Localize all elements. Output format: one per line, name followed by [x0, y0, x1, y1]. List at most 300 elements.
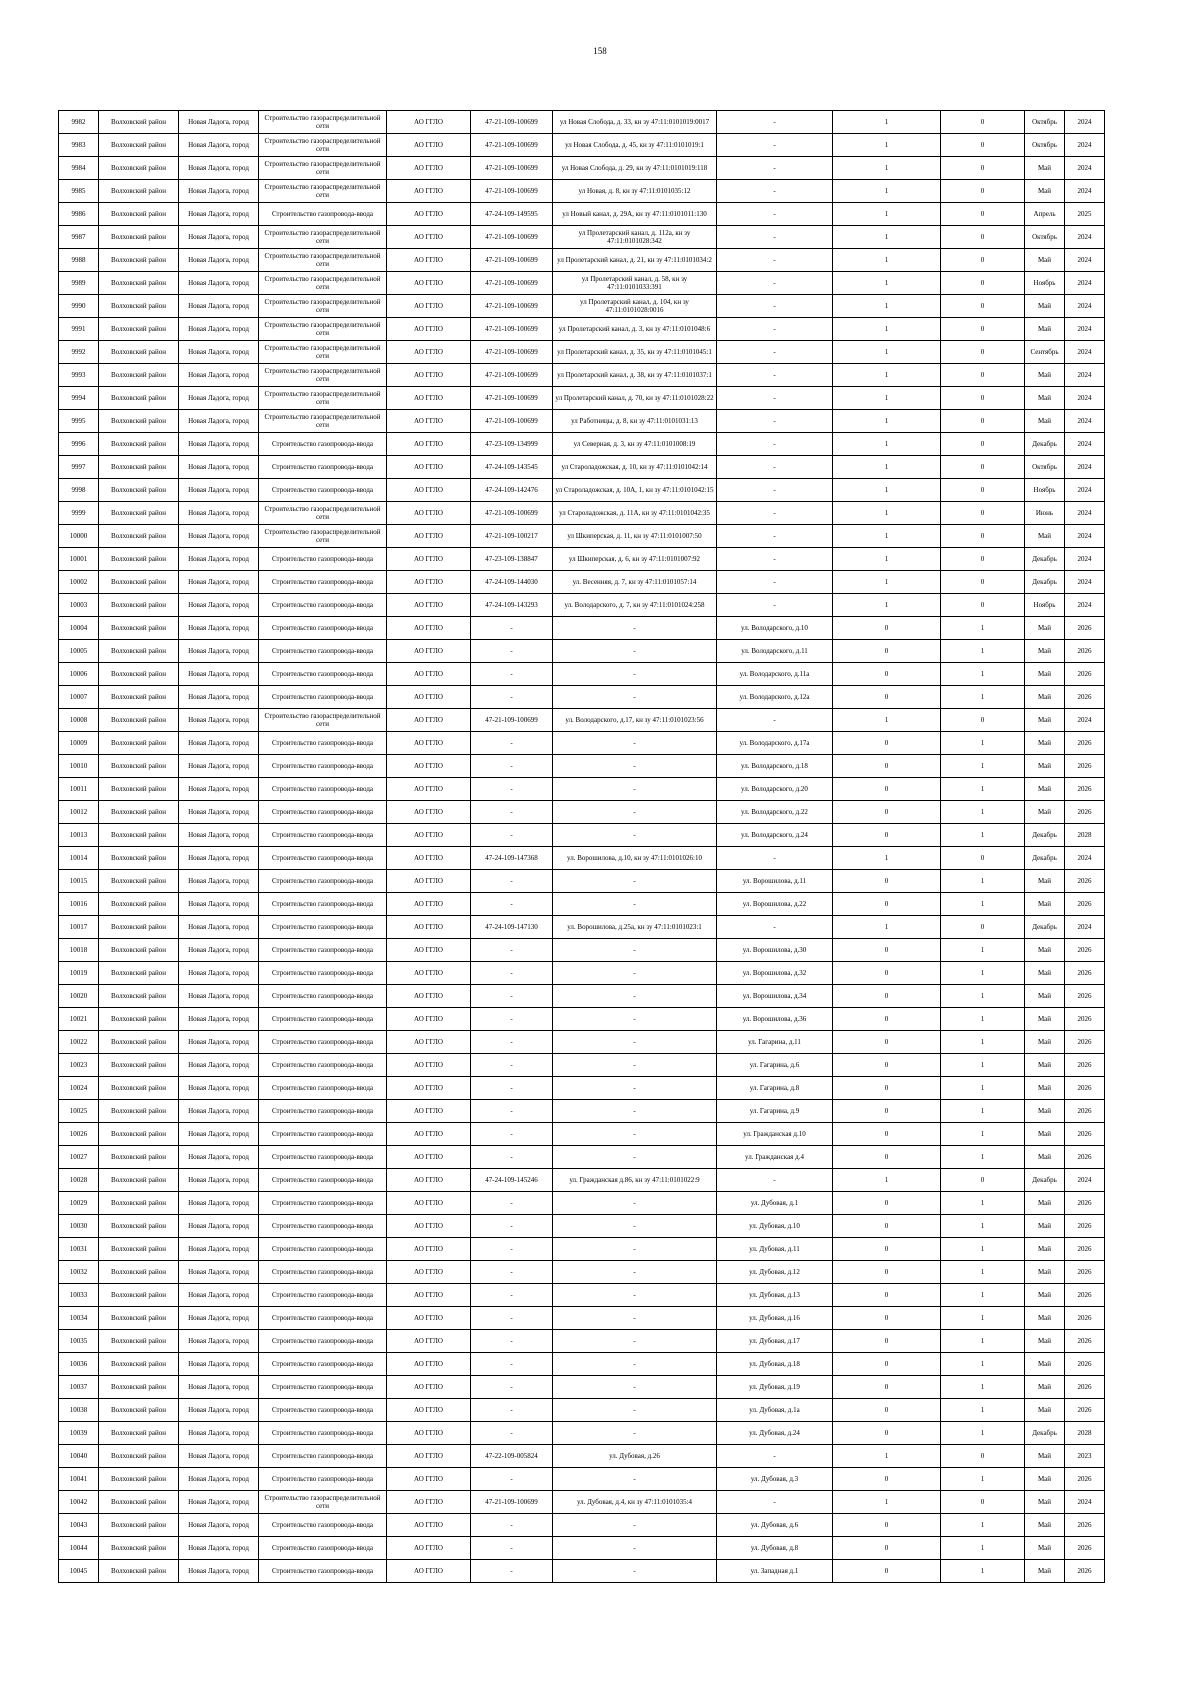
contract-number-cell: 47-21-109-100699 — [471, 410, 553, 433]
address-cell: - — [717, 364, 833, 387]
year-cell: 2024 — [1065, 456, 1105, 479]
month-cell: Май — [1025, 1238, 1065, 1261]
year-cell: 2025 — [1065, 203, 1105, 226]
district-cell: Волховский район — [99, 272, 179, 295]
count-b-cell: 1 — [941, 1376, 1025, 1399]
district-cell: Волховский район — [99, 341, 179, 364]
work-type-cell: Строительство газопровода-ввода — [259, 801, 387, 824]
cadastral-address-cell: - — [553, 1008, 717, 1031]
row-number-cell: 9986 — [59, 203, 99, 226]
table-row — [59, 1192, 1105, 1215]
organization-cell: АО ГГЛО — [387, 111, 471, 134]
count-a-cell: 1 — [833, 249, 941, 272]
table-row — [59, 1376, 1105, 1399]
organization-cell: АО ГГЛО — [387, 962, 471, 985]
district-cell: Волховский район — [99, 594, 179, 617]
row-number-cell: 9982 — [59, 111, 99, 134]
table-row — [59, 1261, 1105, 1284]
count-a-cell: 1 — [833, 709, 941, 732]
table-row — [59, 709, 1105, 732]
contract-number-cell: - — [471, 1238, 553, 1261]
settlement-cell: Новая Ладога, город — [179, 824, 259, 847]
organization-cell: АО ГГЛО — [387, 548, 471, 571]
settlement-cell: Новая Ладога, город — [179, 456, 259, 479]
month-cell: Ноябрь — [1025, 479, 1065, 502]
work-type-cell: Строительство газораспределительной сети — [259, 387, 387, 410]
settlement-cell: Новая Ладога, город — [179, 594, 259, 617]
work-type-cell: Строительство газопровода-ввода — [259, 203, 387, 226]
settlement-cell: Новая Ладога, город — [179, 525, 259, 548]
cadastral-address-cell: ул Пролетарский канал, д. 38, кн зу 47:11:0101037:1 — [553, 364, 717, 387]
settlement-cell: Новая Ладога, город — [179, 1077, 259, 1100]
settlement-cell: Новая Ладога, город — [179, 1031, 259, 1054]
count-a-cell: 0 — [833, 732, 941, 755]
count-b-cell: 0 — [941, 295, 1025, 318]
year-cell: 2026 — [1065, 1008, 1105, 1031]
cadastral-address-cell: ул Пролетарский канал, д. 21, кн зу 47:11:0101034:2 — [553, 249, 717, 272]
count-a-cell: 0 — [833, 1307, 941, 1330]
work-type-cell: Строительство газораспределительной сети — [259, 249, 387, 272]
year-cell: 2026 — [1065, 1307, 1105, 1330]
count-b-cell: 1 — [941, 1054, 1025, 1077]
count-a-cell: 0 — [833, 1399, 941, 1422]
organization-cell: АО ГГЛО — [387, 1399, 471, 1422]
count-b-cell: 1 — [941, 870, 1025, 893]
organization-cell: АО ГГЛО — [387, 502, 471, 525]
district-cell: Волховский район — [99, 1008, 179, 1031]
work-type-cell: Строительство газопровода-ввода — [259, 456, 387, 479]
table-row — [59, 893, 1105, 916]
organization-cell: АО ГГЛО — [387, 1008, 471, 1031]
settlement-cell: Новая Ладога, город — [179, 939, 259, 962]
count-a-cell: 0 — [833, 1146, 941, 1169]
address-cell: ул. Дубовая, д.10 — [717, 1215, 833, 1238]
row-number-cell: 10028 — [59, 1169, 99, 1192]
settlement-cell: Новая Ладога, город — [179, 318, 259, 341]
row-number-cell: 10008 — [59, 709, 99, 732]
year-cell: 2024 — [1065, 1169, 1105, 1192]
row-number-cell: 9995 — [59, 410, 99, 433]
organization-cell: АО ГГЛО — [387, 1169, 471, 1192]
table-row — [59, 1445, 1105, 1468]
month-cell: Май — [1025, 1261, 1065, 1284]
work-type-cell: Строительство газопровода-ввода — [259, 571, 387, 594]
row-number-cell: 9991 — [59, 318, 99, 341]
district-cell: Волховский район — [99, 479, 179, 502]
contract-number-cell: - — [471, 1376, 553, 1399]
year-cell: 2024 — [1065, 387, 1105, 410]
year-cell: 2024 — [1065, 847, 1105, 870]
cadastral-address-cell: ул Староладожская, д. 11А, кн зу 47:11:0101042:35 — [553, 502, 717, 525]
organization-cell: АО ГГЛО — [387, 640, 471, 663]
table-row — [59, 1215, 1105, 1238]
district-cell: Волховский район — [99, 778, 179, 801]
count-a-cell: 1 — [833, 410, 941, 433]
month-cell: Май — [1025, 1514, 1065, 1537]
count-b-cell: 0 — [941, 180, 1025, 203]
count-a-cell: 1 — [833, 203, 941, 226]
contract-number-cell: - — [471, 1031, 553, 1054]
count-a-cell: 1 — [833, 1445, 941, 1468]
year-cell: 2024 — [1065, 111, 1105, 134]
contract-number-cell: - — [471, 686, 553, 709]
count-a-cell: 0 — [833, 778, 941, 801]
count-a-cell: 0 — [833, 755, 941, 778]
table-row — [59, 1399, 1105, 1422]
cadastral-address-cell: - — [553, 778, 717, 801]
month-cell: Май — [1025, 525, 1065, 548]
month-cell: Октябрь — [1025, 111, 1065, 134]
address-cell: - — [717, 433, 833, 456]
settlement-cell: Новая Ладога, город — [179, 1169, 259, 1192]
settlement-cell: Новая Ладога, город — [179, 1238, 259, 1261]
table-row — [59, 318, 1105, 341]
table-row — [59, 985, 1105, 1008]
work-type-cell: Строительство газопровода-ввода — [259, 617, 387, 640]
cadastral-address-cell: ул Новая Слобода, д. 45, кн зу 47:11:0101019:1 — [553, 134, 717, 157]
month-cell: Ноябрь — [1025, 272, 1065, 295]
cadastral-address-cell: ул. Весенняя, д. 7, кн зу 47:11:0101057:14 — [553, 571, 717, 594]
count-b-cell: 0 — [941, 433, 1025, 456]
year-cell: 2026 — [1065, 985, 1105, 1008]
organization-cell: АО ГГЛО — [387, 1284, 471, 1307]
table-row — [59, 1123, 1105, 1146]
cadastral-address-cell: - — [553, 617, 717, 640]
organization-cell: АО ГГЛО — [387, 1100, 471, 1123]
month-cell: Май — [1025, 1560, 1065, 1583]
contract-number-cell: - — [471, 962, 553, 985]
contract-number-cell: - — [471, 1077, 553, 1100]
year-cell: 2026 — [1065, 1238, 1105, 1261]
row-number-cell: 10004 — [59, 617, 99, 640]
table-row — [59, 1330, 1105, 1353]
cadastral-address-cell: - — [553, 686, 717, 709]
year-cell: 2026 — [1065, 732, 1105, 755]
count-b-cell: 1 — [941, 1100, 1025, 1123]
work-type-cell: Строительство газопровода-ввода — [259, 1123, 387, 1146]
settlement-cell: Новая Ладога, город — [179, 1560, 259, 1583]
cadastral-address-cell: - — [553, 1123, 717, 1146]
year-cell: 2026 — [1065, 1031, 1105, 1054]
work-type-cell: Строительство газораспределительной сети — [259, 134, 387, 157]
contract-number-cell: 47-21-109-100699 — [471, 249, 553, 272]
address-cell: ул. Гражданская д.4 — [717, 1146, 833, 1169]
district-cell: Волховский район — [99, 1330, 179, 1353]
row-number-cell: 10027 — [59, 1146, 99, 1169]
settlement-cell: Новая Ладога, город — [179, 1054, 259, 1077]
contract-number-cell: 47-24-109-142476 — [471, 479, 553, 502]
row-number-cell: 10012 — [59, 801, 99, 824]
contract-number-cell: 47-23-109-134999 — [471, 433, 553, 456]
table-row — [59, 456, 1105, 479]
address-cell: - — [717, 479, 833, 502]
row-number-cell: 9998 — [59, 479, 99, 502]
count-b-cell: 1 — [941, 1307, 1025, 1330]
work-type-cell: Строительство газораспределительной сети — [259, 157, 387, 180]
month-cell: Май — [1025, 1491, 1065, 1514]
row-number-cell: 10043 — [59, 1514, 99, 1537]
table-row — [59, 180, 1105, 203]
district-cell: Волховский район — [99, 1123, 179, 1146]
organization-cell: АО ГГЛО — [387, 732, 471, 755]
month-cell: Декабрь — [1025, 824, 1065, 847]
contract-number-cell: - — [471, 893, 553, 916]
work-type-cell: Строительство газопровода-ввода — [259, 1422, 387, 1445]
cadastral-address-cell: ул. Дубовая, д.4, кн зу 47:11:0101035:4 — [553, 1491, 717, 1514]
month-cell: Май — [1025, 985, 1065, 1008]
organization-cell: АО ГГЛО — [387, 525, 471, 548]
row-number-cell: 10041 — [59, 1468, 99, 1491]
month-cell: Декабрь — [1025, 571, 1065, 594]
count-b-cell: 0 — [941, 272, 1025, 295]
work-type-cell: Строительство газопровода-ввода — [259, 893, 387, 916]
work-type-cell: Строительство газопровода-ввода — [259, 1146, 387, 1169]
work-type-cell: Строительство газопровода-ввода — [259, 1261, 387, 1284]
count-b-cell: 1 — [941, 1284, 1025, 1307]
table-row — [59, 111, 1105, 134]
organization-cell: АО ГГЛО — [387, 1215, 471, 1238]
year-cell: 2024 — [1065, 318, 1105, 341]
organization-cell: АО ГГЛО — [387, 1307, 471, 1330]
district-cell: Волховский район — [99, 1031, 179, 1054]
contract-number-cell: 47-21-109-100699 — [471, 272, 553, 295]
settlement-cell: Новая Ладога, город — [179, 663, 259, 686]
work-type-cell: Строительство газопровода-ввода — [259, 594, 387, 617]
work-type-cell: Строительство газопровода-ввода — [259, 1445, 387, 1468]
organization-cell: АО ГГЛО — [387, 364, 471, 387]
cadastral-address-cell: - — [553, 732, 717, 755]
district-cell: Волховский район — [99, 1491, 179, 1514]
work-type-cell: Строительство газопровода-ввода — [259, 433, 387, 456]
contract-number-cell: 47-21-109-100699 — [471, 318, 553, 341]
year-cell: 2026 — [1065, 1353, 1105, 1376]
row-number-cell: 10015 — [59, 870, 99, 893]
month-cell: Декабрь — [1025, 847, 1065, 870]
cadastral-address-cell: ул. Гражданская д.86, кн зу 47:11:0101022:9 — [553, 1169, 717, 1192]
organization-cell: АО ГГЛО — [387, 939, 471, 962]
work-type-cell: Строительство газопровода-ввода — [259, 640, 387, 663]
contract-number-cell: - — [471, 1330, 553, 1353]
address-cell: - — [717, 410, 833, 433]
address-cell: - — [717, 341, 833, 364]
address-cell: - — [717, 456, 833, 479]
table-row — [59, 1054, 1105, 1077]
year-cell: 2026 — [1065, 1100, 1105, 1123]
row-number-cell: 10014 — [59, 847, 99, 870]
count-a-cell: 0 — [833, 801, 941, 824]
cadastral-address-cell: - — [553, 870, 717, 893]
row-number-cell: 9999 — [59, 502, 99, 525]
count-a-cell: 0 — [833, 985, 941, 1008]
district-cell: Волховский район — [99, 801, 179, 824]
row-number-cell: 10026 — [59, 1123, 99, 1146]
cadastral-address-cell: ул. Ворошилова, д.25а, кн зу 47:11:0101023:1 — [553, 916, 717, 939]
settlement-cell: Новая Ладога, город — [179, 1192, 259, 1215]
settlement-cell: Новая Ладога, город — [179, 1376, 259, 1399]
row-number-cell: 10011 — [59, 778, 99, 801]
count-b-cell: 0 — [941, 525, 1025, 548]
organization-cell: АО ГГЛО — [387, 157, 471, 180]
organization-cell: АО ГГЛО — [387, 1123, 471, 1146]
contract-number-cell: - — [471, 1100, 553, 1123]
count-a-cell: 1 — [833, 847, 941, 870]
address-cell: ул. Дубовая, д.12 — [717, 1261, 833, 1284]
address-cell: ул. Дубовая, д.16 — [717, 1307, 833, 1330]
year-cell: 2026 — [1065, 778, 1105, 801]
organization-cell: АО ГГЛО — [387, 456, 471, 479]
month-cell: Май — [1025, 1399, 1065, 1422]
cadastral-address-cell: - — [553, 640, 717, 663]
district-cell: Волховский район — [99, 617, 179, 640]
year-cell: 2026 — [1065, 1215, 1105, 1238]
contract-number-cell: 47-24-109-144030 — [471, 571, 553, 594]
organization-cell: АО ГГЛО — [387, 341, 471, 364]
organization-cell: АО ГГЛО — [387, 134, 471, 157]
work-type-cell: Строительство газопровода-ввода — [259, 548, 387, 571]
address-cell: ул. Дубовая, д.8 — [717, 1537, 833, 1560]
district-cell: Волховский район — [99, 1077, 179, 1100]
organization-cell: АО ГГЛО — [387, 410, 471, 433]
organization-cell: АО ГГЛО — [387, 1031, 471, 1054]
year-cell: 2026 — [1065, 1054, 1105, 1077]
count-b-cell: 1 — [941, 1514, 1025, 1537]
row-number-cell: 9993 — [59, 364, 99, 387]
cadastral-address-cell: - — [553, 985, 717, 1008]
district-cell: Волховский район — [99, 433, 179, 456]
year-cell: 2024 — [1065, 594, 1105, 617]
month-cell: Май — [1025, 180, 1065, 203]
year-cell: 2026 — [1065, 1330, 1105, 1353]
page-number: 158 — [593, 46, 607, 56]
contract-number-cell: - — [471, 663, 553, 686]
address-cell: - — [717, 1491, 833, 1514]
year-cell: 2026 — [1065, 939, 1105, 962]
table-row — [59, 916, 1105, 939]
table-row — [59, 1146, 1105, 1169]
count-b-cell: 0 — [941, 847, 1025, 870]
count-a-cell: 1 — [833, 134, 941, 157]
address-cell: - — [717, 594, 833, 617]
count-a-cell: 0 — [833, 640, 941, 663]
year-cell: 2024 — [1065, 525, 1105, 548]
month-cell: Сентябрь — [1025, 341, 1065, 364]
cadastral-address-cell: - — [553, 1100, 717, 1123]
work-type-cell: Строительство газопровода-ввода — [259, 1031, 387, 1054]
month-cell: Май — [1025, 1077, 1065, 1100]
year-cell: 2026 — [1065, 617, 1105, 640]
address-cell: ул. Гражданская д.10 — [717, 1123, 833, 1146]
row-number-cell: 10018 — [59, 939, 99, 962]
address-cell: ул. Гагарина, д.6 — [717, 1054, 833, 1077]
contract-number-cell: - — [471, 1307, 553, 1330]
address-cell: ул. Дубовая, д.17 — [717, 1330, 833, 1353]
count-b-cell: 0 — [941, 548, 1025, 571]
work-type-cell: Строительство газопровода-ввода — [259, 962, 387, 985]
contract-number-cell: 47-21-109-100699 — [471, 157, 553, 180]
year-cell: 2024 — [1065, 134, 1105, 157]
cadastral-address-cell: - — [553, 1422, 717, 1445]
contract-number-cell: 47-24-109-149595 — [471, 203, 553, 226]
count-a-cell: 1 — [833, 456, 941, 479]
row-number-cell: 9987 — [59, 226, 99, 249]
district-cell: Волховский район — [99, 870, 179, 893]
address-cell: ул. Ворошилова, д.36 — [717, 1008, 833, 1031]
work-type-cell: Строительство газопровода-ввода — [259, 1238, 387, 1261]
contract-number-cell: - — [471, 1008, 553, 1031]
table-row — [59, 801, 1105, 824]
cadastral-address-cell: - — [553, 1261, 717, 1284]
district-cell: Волховский район — [99, 939, 179, 962]
row-number-cell: 10037 — [59, 1376, 99, 1399]
organization-cell: АО ГГЛО — [387, 1261, 471, 1284]
count-a-cell: 0 — [833, 686, 941, 709]
count-b-cell: 0 — [941, 594, 1025, 617]
month-cell: Май — [1025, 870, 1065, 893]
row-number-cell: 10045 — [59, 1560, 99, 1583]
district-cell: Волховский район — [99, 456, 179, 479]
row-number-cell: 10032 — [59, 1261, 99, 1284]
table-row — [59, 364, 1105, 387]
work-type-cell: Строительство газопровода-ввода — [259, 1468, 387, 1491]
district-cell: Волховский район — [99, 916, 179, 939]
contract-number-cell: 47-21-109-100699 — [471, 709, 553, 732]
district-cell: Волховский район — [99, 1307, 179, 1330]
settlement-cell: Новая Ладога, город — [179, 571, 259, 594]
district-cell: Волховский район — [99, 1537, 179, 1560]
address-cell: ул. Дубовая, д.1 — [717, 1192, 833, 1215]
table-row — [59, 617, 1105, 640]
cadastral-address-cell: ул Новый канал, д. 29А, кн зу 47:11:0101011:130 — [553, 203, 717, 226]
table-row — [59, 341, 1105, 364]
count-b-cell: 1 — [941, 1031, 1025, 1054]
month-cell: Май — [1025, 1192, 1065, 1215]
count-b-cell: 1 — [941, 1077, 1025, 1100]
contract-number-cell: - — [471, 1123, 553, 1146]
year-cell: 2024 — [1065, 180, 1105, 203]
count-a-cell: 0 — [833, 824, 941, 847]
count-a-cell: 0 — [833, 663, 941, 686]
registry-table — [58, 110, 1105, 1583]
row-number-cell: 10016 — [59, 893, 99, 916]
district-cell: Волховский район — [99, 755, 179, 778]
district-cell: Волховский район — [99, 1514, 179, 1537]
year-cell: 2024 — [1065, 157, 1105, 180]
organization-cell: АО ГГЛО — [387, 203, 471, 226]
address-cell: - — [717, 709, 833, 732]
address-cell: ул. Володарского, д.24 — [717, 824, 833, 847]
district-cell: Волховский район — [99, 732, 179, 755]
settlement-cell: Новая Ладога, город — [179, 1307, 259, 1330]
organization-cell: АО ГГЛО — [387, 249, 471, 272]
work-type-cell: Строительство газопровода-ввода — [259, 479, 387, 502]
count-a-cell: 1 — [833, 1169, 941, 1192]
work-type-cell: Строительство газопровода-ввода — [259, 1169, 387, 1192]
row-number-cell: 10030 — [59, 1215, 99, 1238]
count-b-cell: 1 — [941, 1560, 1025, 1583]
cadastral-address-cell: ул Пролетарский канал, д. 58, кн зу 47:11:0101033:391 — [553, 272, 717, 295]
organization-cell: АО ГГЛО — [387, 571, 471, 594]
table-row — [59, 755, 1105, 778]
settlement-cell: Новая Ладога, город — [179, 686, 259, 709]
cadastral-address-cell: ул Пролетарский канал, д. 3, кн зу 47:11:0101048:6 — [553, 318, 717, 341]
address-cell: ул. Володарского, д.17а — [717, 732, 833, 755]
count-b-cell: 1 — [941, 663, 1025, 686]
work-type-cell: Строительство газопровода-ввода — [259, 1307, 387, 1330]
count-a-cell: 1 — [833, 525, 941, 548]
work-type-cell: Строительство газопровода-ввода — [259, 985, 387, 1008]
settlement-cell: Новая Ладога, город — [179, 1468, 259, 1491]
count-a-cell: 0 — [833, 1054, 941, 1077]
